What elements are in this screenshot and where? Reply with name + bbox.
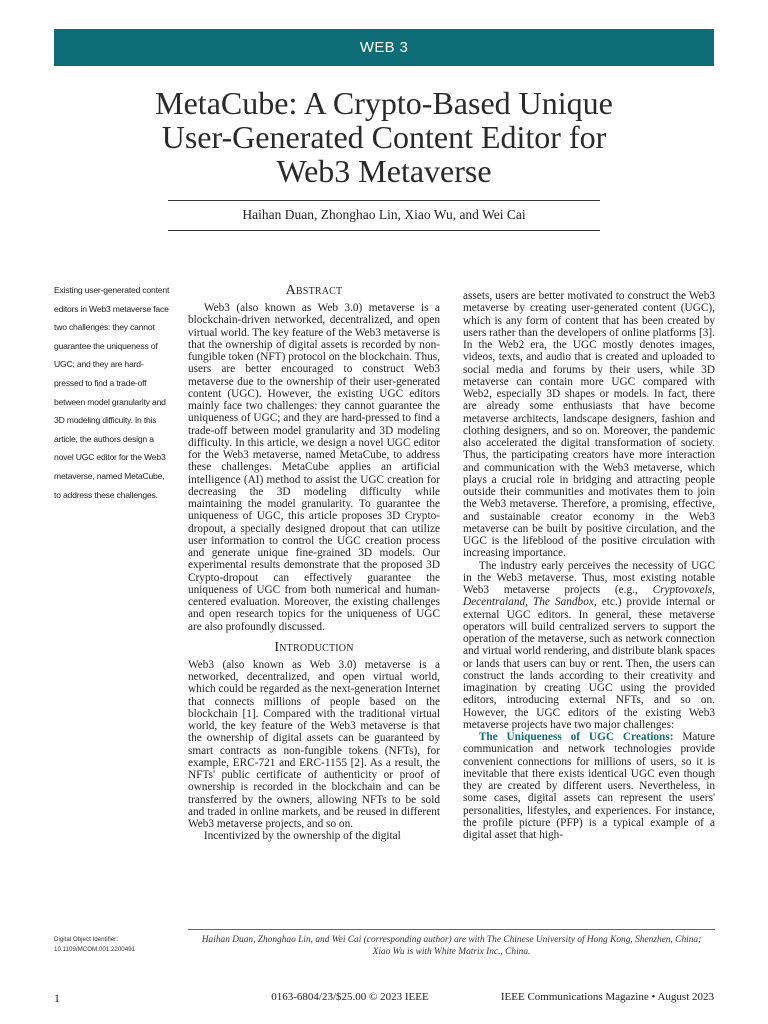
abstract-heading: Abstract (285, 283, 343, 298)
author-list: Haihan Duan, Zhonghao Lin, Xiao Wu, and Wei Cai (242, 207, 526, 222)
project-name: Cryptovoxels (652, 584, 713, 596)
footnote-rule (188, 929, 715, 930)
title-line: MetaCube: A Crypto-Based Unique (155, 85, 613, 121)
issn-copyright: 0163-6804/23/$25.00 © 2023 IEEE (271, 991, 429, 1003)
paragraph-text: The industry early perceives the necessity of UGC in the Web3 metaverse. Thus, most existing notable Web3 metaverse projects (e.g., (463, 559, 715, 596)
footnote-line: Haihan Duan, Zhonghao Lin, and Wei Cai (corresponding author) are with The Chinese University of Hong Kong, Shenzhen, China; (201, 935, 702, 945)
page-number: 1 (54, 991, 60, 1005)
intro-paragraph-2-continued: assets, users are better motivated to construct the Web3 metaverse by creating user-generated content (UGC), which is any form of content that has been created by users rather than the developers of online platforms [3]. In the Web2 era, the UGC mostly denotes images, videos, texts, and audio that is created and uploaded to social media and forums by their users, while 3D metaverse can contain more UGC compared with Web2, especially 3D shapes or models. In fact, there are already some enthusiasts that have become metaverse architects, landscape designers, fashion and clothing designers, and so on. Moreover, the pandemic also accelerated the digital transformation of society. Thus, the participating creators have more interaction and communication with the Web3 metaverse, which plays a crucial role in bridging and attracting people outside their communities and motivates them to join the Web3 metaverse. Therefore, a promising, effective, and sustainable creator economy in the Web3 metaverse can be built by positive circulation, and the UGC is the lifeblood of the positive circulation with increasing importance. (463, 290, 715, 560)
paragraph-text: , (525, 596, 533, 609)
doi-block (54, 935, 174, 955)
left-column (188, 282, 440, 843)
section-banner: WEB 3 (54, 29, 714, 66)
doi-label: Digital Object Identifier: (54, 936, 118, 943)
paragraph-text: , etc.) provide internal or external UGC editors. In general, these metaverse operators will build centralized servers to support the operation of the metaverse, such as network connection and virtual world rendering, and distribute blank spaces or lands that users can buy or rent. Then, the users can construct the lands according to their creativity and imagination by creating UGC using the provided editors, introducing external NFTs, and so on. However, the UGC editors of the existing Web3 metaverse projects have two major challenges: (463, 596, 715, 731)
author-affiliations (188, 934, 715, 958)
doi-value: 10.1109/MCOM.001.2200491 (54, 946, 136, 953)
intro-paragraph-1: Web3 (also known as Web 3.0) metaverse is a networked, decentralized, and open virtual world, which could be regarded as the next-generation Internet that connects millions of people based on the blockchain [1]. Compared with the traditional virtual world, the key feature of the Web3 metaverse is that the ownership of digital assets can be guaranteed by smart contracts as non-fungible tokens (NFTs), for example, ERC-721 and ERC-1155 [2]. As a result, the NFTs' public certificate of authenticity or proof of ownership is recorded in the blockchain and can be transferred by the owners, allowing NFTs to be sold and traded in online markets, and be reused in different Web3 metaverse projects, and so on. (188, 658, 440, 830)
intro-paragraph-2-start: Incentivized by the ownership of the digital (203, 830, 401, 843)
run-in-heading: The Uniqueness of UGC Creations: (478, 731, 674, 743)
title-rule-top (168, 200, 600, 201)
sidebar-summary: Existing user-generated content editors in Web3 metaverse face two challenges: they cannot guarantee the uniqueness of UGC; and they are hard-pressed to find a trade-off between model granularity and 3D modeling difficulty. In this article, the authors design a novel UGC editor for the Web3 metaverse, named MetaCube, to address these challenges. (54, 285, 170, 500)
paragraph-text: Mature communication and network technologies provide convenient connections for millions of users, so it is inevitable that there exists identical UGC even though they are created by different users. Nevertheless, in some cases, digital assets can represent the users' personalities, lifestyles, and experiences. For instance, the profile picture (PFP) is a typical example of a digital asset that high- (463, 731, 715, 841)
intro-paragraph-3 (463, 560, 715, 732)
introduction-heading: Introduction (274, 639, 354, 655)
right-column (463, 290, 715, 841)
project-name: The Sandbox (532, 596, 594, 609)
project-name: Decentraland (463, 596, 526, 609)
paragraph-text: , (712, 584, 715, 596)
title-line: Web3 Metaverse (276, 153, 492, 189)
title-rule-bottom (168, 230, 600, 231)
footnote-line: Xiao Wu is with White Matrix Inc., China. (372, 947, 531, 957)
magazine-issue: IEEE Communications Magazine • August 2023 (500, 991, 714, 1003)
abstract-text: Web3 (also known as Web 3.0) metaverse is a blockchain-driven networked, decentralized, and open virtual world. The key feature of the Web3 metaverse is that the ownership of digital assets is recorded by non-fungible token (NFT) protocol on the blockchain. Thus, users are better encouraged to construct Web3 metaverse due to the ownership of their user-generated content (UGC). However, the existing UGC editors mainly face two challenges: they cannot guarantee the uniqueness of UGC; and they are hard-pressed to find a trade-off between model granularity and 3D modeling difficulty. In this article, we design a novel UGC editor for the Web3 metaverse, named MetaCube, to address these challenges. MetaCube applies an artificial intelligence (AI) method to assist the UGC creation for decreasing the 3D modeling difficulty while maintaining the model granularity. To guarantee the uniqueness of UGC, this article proposes 3D Crypto-dropout, a specially designed dropout that can utilize user information to control the UGC creation process and generate unique fine-grained 3D models. Our experimental results demonstrate that the proposed 3D Crypto-dropout can effectively guarantee the uniqueness of UGC from both numerical and human-centered evaluation. Moreover, the existing challenges and open research topics for the uniqueness of UGC are also profoundly discussed. (188, 302, 440, 633)
intro-paragraph-4 (463, 731, 715, 841)
title-line: User-Generated Content Editor for (161, 119, 607, 155)
article-title (100, 86, 668, 188)
